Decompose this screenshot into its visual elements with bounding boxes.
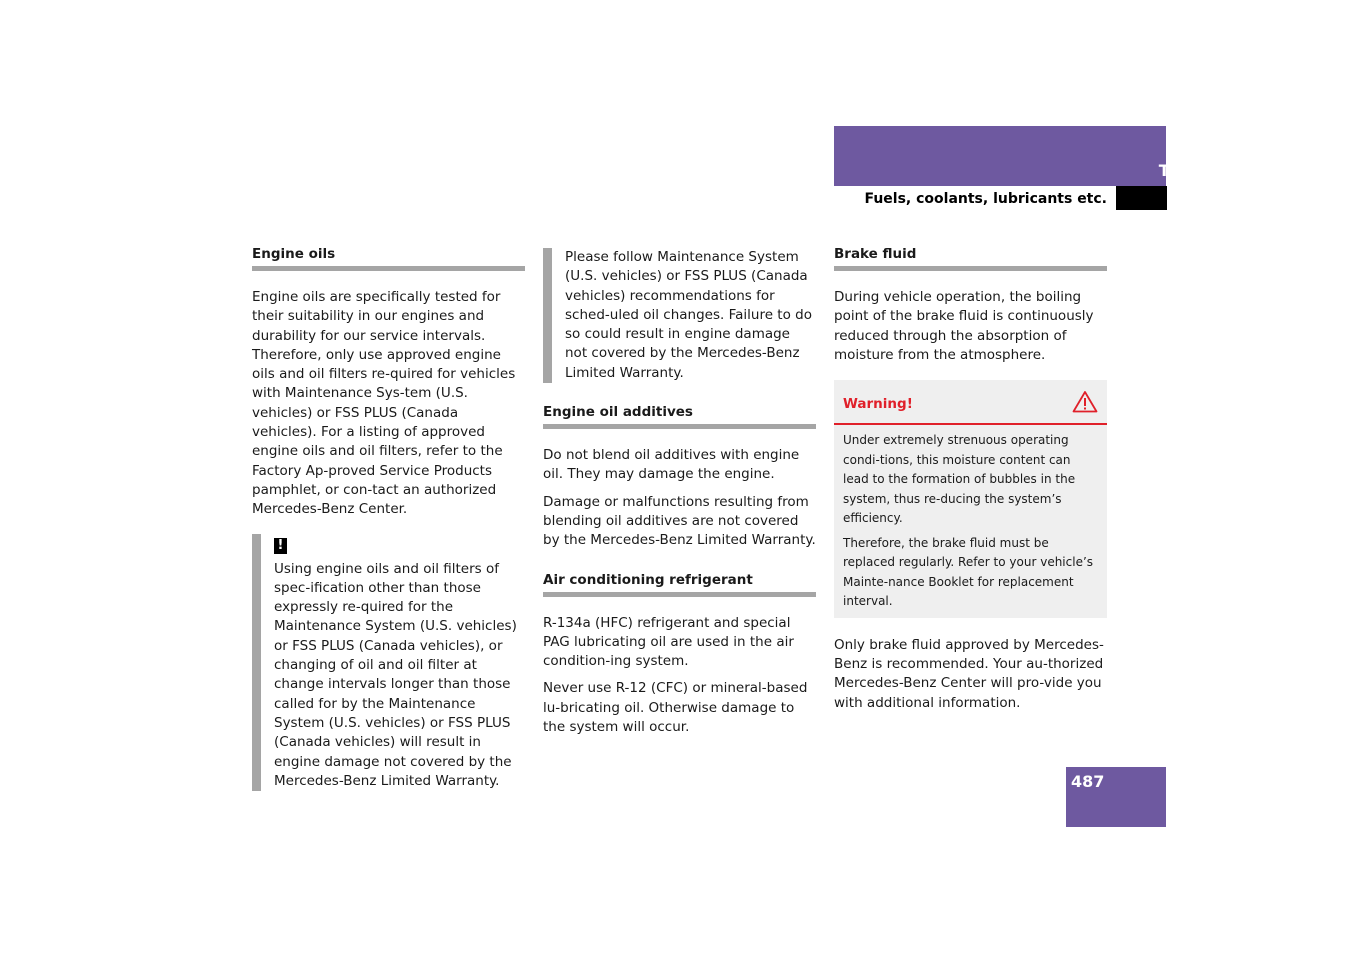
warning-paragraph-2: Therefore, the brake fluid must be replaced regularly. Refer to your vehicle’s Mainte-nance Booklet for replacement interval.: [843, 535, 1094, 609]
warning-body: [834, 425, 1107, 618]
refrigerant-paragraph-1: R-134a (HFC) refrigerant and special PAG lubricating oil are used in the air condition-ing system.: [543, 614, 794, 670]
brake-fluid-heading: Brake fluid: [834, 246, 1107, 271]
section-subtitle: Fuels, coolants, lubricants etc.: [864, 191, 1107, 207]
refrigerant-heading: Air conditioning refrigerant: [543, 572, 816, 597]
warning-triangle-icon: [1072, 390, 1098, 417]
column-right: [834, 246, 1107, 713]
engine-oils-paragraph: Engine oils are specifically tested for their suitability in our engines and durability for our service intervals. Therefore, only use approved engine oils and oil filters re-quired for vehicles with Maintenance Sys-tem (U.S. vehicles) or FSS PLUS (Canada vehicles). For a listing of approved engine oils and oil filters, refer to the Factory Ap-proved Service Products pamphlet, or con-tact an authorized Mercedes-Benz Center.: [252, 289, 516, 518]
header-banner: [834, 126, 1166, 186]
exclamation-icon: !: [274, 538, 287, 554]
refrigerant-paragraph-2: Never use R-12 (CFC) or mineral-based lu-bricating oil. Otherwise damage to the system will occur.: [543, 680, 808, 736]
engine-oils-note-text: Using engine oils and oil filters of spec-ification other than those expressly re-quired for the Maintenance System (U.S. vehicles) or FSS PLUS (Canada vehicles), or changing of oil and oil filter at change intervals longer than those called for by the Maintenance System (U.S. vehicles) or FSS PLUS (Canada vehicles) will result in engine damage not covered by the Mercedes-Benz Limited Warranty.: [274, 560, 517, 789]
chapter-title: Technical data: [1158, 161, 1291, 180]
warning-title: Warning!: [843, 395, 913, 412]
additives-heading: Engine oil additives: [543, 404, 816, 429]
oil-change-note-text: Please follow Maintenance System (U.S. vehicles) or FSS PLUS (Canada vehicles) recommendations for sched-uled oil changes. Failure to do so could result in engine damage not covered by the Mercedes-Benz Limited Warranty.: [565, 249, 812, 381]
engine-oils-heading: Engine oils: [252, 246, 525, 271]
brake-fluid-paragraph-2: Only brake fluid approved by Mercedes-Benz is recommended. Your au-thorized Mercedes-Benz Center will pro-vide you with additional information.: [834, 636, 1104, 711]
engine-oils-note: [252, 534, 525, 792]
additives-paragraph-2: Damage or malfunctions resulting from blending oil additives are not covered by the Mercedes-Benz Limited Warranty.: [543, 493, 816, 549]
brake-fluid-paragraph-1: During vehicle operation, the boiling point of the brake fluid is continuously reduced through the absorption of moisture from the atmosphere.: [834, 289, 1094, 363]
warning-box: [834, 380, 1107, 618]
warning-header: [834, 380, 1107, 425]
column-middle: [543, 248, 816, 737]
oil-change-note: [543, 248, 816, 383]
warning-paragraph-1: Under extremely strenuous operating condi-tions, this moisture content can lead to the formation of bubbles in the system, thus re-ducing the system’s efficiency.: [843, 433, 1076, 526]
page-number: 487: [1071, 772, 1105, 791]
column-left: [252, 246, 525, 791]
additives-paragraph-1: Do not blend oil additives with engine oil. They may damage the engine.: [543, 447, 800, 483]
thumb-tab: [1116, 186, 1167, 210]
